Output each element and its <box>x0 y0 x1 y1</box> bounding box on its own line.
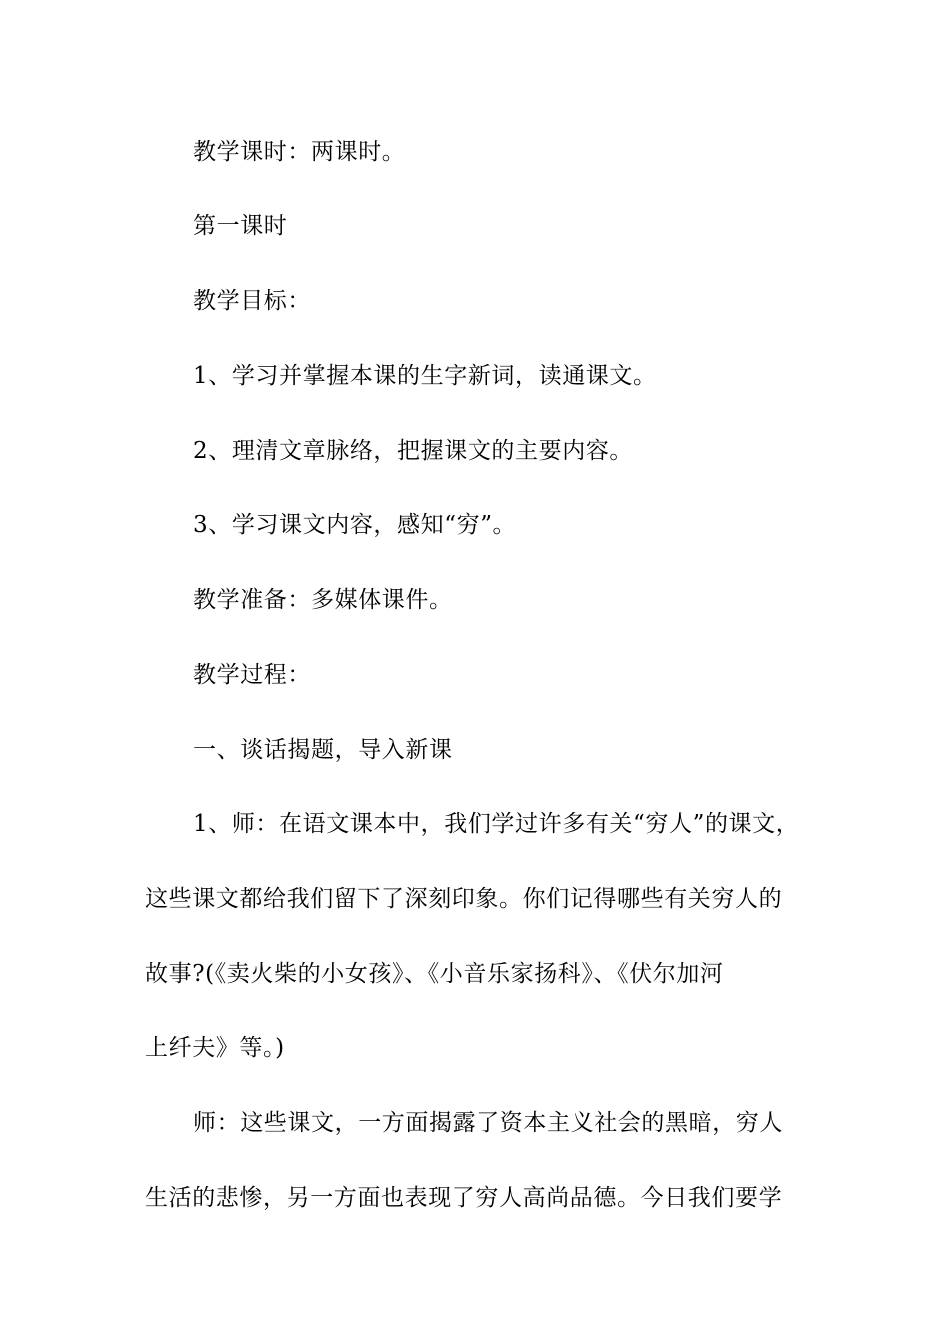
text-line-teaching-hours: 教学课时：两课时。 <box>193 139 406 165</box>
text-line-objective-2: 2、理清文章脉络，把握课文的主要内容。 <box>193 438 634 464</box>
text-line-objectives-heading: 教学目标： <box>193 288 311 314</box>
text-line-paragraph-1-cont-2: 故事?(《卖火柴的小女孩》、《小音乐家扬科》、《伏尔加河 <box>145 961 724 987</box>
text-line-section-1-heading: 一、谈话揭题，导入新课 <box>193 737 453 763</box>
text-line-paragraph-1-cont-1: 这些课文都给我们留下了深刻印象。你们记得哪些有关穷人的 <box>145 886 783 912</box>
text-line-objective-3: 3、学习课文内容，感知“穷”。 <box>193 512 517 538</box>
text-line-paragraph-1-cont-3: 上纤夫》等。) <box>145 1035 285 1061</box>
text-line-paragraph-1-start: 1、师：在语文课本中，我们学过许多有关“穷人”的课文， <box>193 811 800 837</box>
text-line-preparation: 教学准备：多媒体课件。 <box>193 587 453 613</box>
text-line-paragraph-2-cont-1: 生活的悲惨，另一方面也表现了穷人高尚品德。今日我们要学 <box>145 1185 783 1211</box>
text-line-process-heading: 教学过程： <box>193 662 311 688</box>
text-line-lesson-one-heading: 第一课时 <box>193 213 288 239</box>
text-line-objective-1: 1、学习并掌握本课的生字新词，读通课文。 <box>193 363 657 389</box>
text-line-paragraph-2-start: 师：这些课文，一方面揭露了资本主义社会的黑暗，穷人 <box>193 1110 783 1136</box>
